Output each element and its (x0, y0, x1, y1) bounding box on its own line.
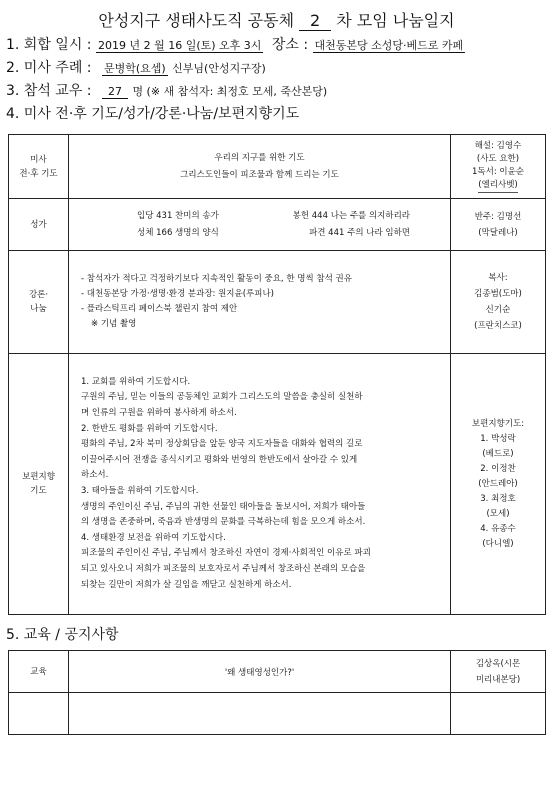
universal-prayer-line: 3. 태아들을 위하여 기도합시다. (81, 486, 199, 496)
participants-line (6, 80, 327, 100)
readers-label: 보편지향기도: (471, 418, 525, 429)
homily-content (69, 251, 451, 354)
liturgy-table (8, 134, 546, 615)
reader-entry: 1. 박성락 (480, 433, 516, 444)
universal-prayer-label (9, 354, 69, 615)
prayer-line: 그리스도인들이 피조물과 함께 드리는 기도 (180, 169, 339, 180)
hymn-accompanist (451, 199, 546, 251)
participants-count: 27 (102, 85, 128, 99)
date-value: 2019 년 2 월 16 일(토) 오후 3시 (97, 39, 262, 52)
speaker-line: 김상옥(시몬 (475, 658, 521, 669)
prayer-roles (451, 135, 546, 199)
universal-prayer-line: 며 인류의 구원을 위하여 봉사하게 하소서. (81, 408, 237, 419)
celebrant-title: 신부님(안성지구장) (172, 62, 266, 75)
prayer-line: 우리의 지구를 위한 기도 (214, 152, 305, 163)
hymn-line (137, 225, 410, 242)
recessional-hymn: 파견 441 주의 나라 임하면 (309, 227, 410, 238)
universal-prayer-line: 의 생명을 존중하며, 죽음과 반생명의 문화를 극복하는데 힘을 모으게 하소서. (81, 517, 366, 528)
reader-entry: (베드로) (482, 448, 514, 459)
universal-prayer-readers (451, 354, 546, 615)
accompanist: 반주: 김명선 (474, 211, 522, 222)
celebrant-line (6, 57, 266, 77)
homily-row (9, 251, 546, 354)
homily-item: - 참석자가 적다고 걱정하기보다 지속적인 활동이 중요, 한 명씩 참석 권유 (81, 274, 352, 284)
prayer-label-line: 미사 (30, 154, 47, 165)
homily-item: - 플라스틱프리 페이스북 챌린지 참여 제안 (81, 304, 238, 314)
hymn-label: 성가 (9, 199, 69, 251)
offertory-hymn: 봉헌 444 나는 주를 의지하리라 (292, 210, 410, 221)
education-row (9, 651, 546, 693)
meeting-date-line (6, 34, 465, 54)
notice-content-cell (69, 693, 451, 735)
commentator: 해설: 김영수 (474, 141, 522, 151)
reader-entry: (안드레아) (478, 478, 518, 489)
universal-prayer-line: 되찾는 길만이 저희가 살 길임을 깨닫고 실천하게 하소서. (81, 579, 292, 590)
participants-note: 명 (※ 새 참석자: 최정호 모세, 죽산본당) (132, 85, 328, 98)
participants-label: 3. 참석 교우 : (6, 83, 92, 99)
notice-row (9, 693, 546, 735)
entrance-hymn: 입당 431 찬미의 송가 (137, 210, 219, 221)
section-5-heading: 5. 교육 / 공지사항 (6, 627, 119, 643)
universal-prayer-line: 1. 교회를 위하여 기도합시다. (81, 376, 191, 387)
notice-right-cell (451, 693, 546, 735)
education-topic: '왜 생태영성인가?' (69, 651, 451, 693)
universal-prayer-line: 4. 생태환경 보전을 위하여 기도합시다. (81, 532, 226, 543)
commentator-name: (사도 요한) (476, 154, 520, 164)
reader-name: (엘리사벳) (478, 179, 517, 193)
reader-entry: 4. 유종수 (480, 523, 516, 534)
homily-item: - 대천동본당 가정·생명·환경 분과장: 원지윤(루피나) (81, 289, 274, 299)
universal-prayer-line: 평화의 주님, 2차 북미 정상회담을 앞둔 양국 지도자들을 대화와 협력의 길로 (81, 439, 363, 450)
server-name: (프란치스코) (474, 321, 522, 331)
document-title (0, 8, 553, 31)
server-name: 김종범(도마) (474, 289, 522, 299)
universal-prayer-content (69, 354, 451, 615)
universal-prayer-line: 구원의 주님, 믿는 이들의 공동체인 교회가 그리스도의 말씀을 충실히 실천하 (81, 392, 363, 403)
homily-item: ※ 기념 촬영 (91, 319, 137, 329)
homily-label-line: 강론· (28, 290, 49, 300)
celebrant-label: 2. 미사 주례 : (6, 60, 92, 76)
universal-label-line: 기도 (30, 486, 47, 496)
notice-label-cell (9, 693, 69, 735)
education-table (8, 650, 546, 735)
homily-servers (451, 251, 546, 354)
server-name: 신기순 (485, 305, 511, 315)
universal-prayer-line: 되고 있사오니 저희가 피조물의 보호자로서 주님께서 창조하신 본래의 모습을 (81, 563, 366, 574)
date-label: 1. 회합 일시 : (6, 37, 92, 53)
reader-entry: (다니엘) (482, 538, 514, 549)
reader: 1독서: 이윤순 (471, 167, 525, 177)
reader-entry: 3. 최정호 (480, 493, 516, 504)
prayer-content (69, 135, 451, 199)
education-speaker (451, 651, 546, 693)
place-value: 대천동본당 소성당·베드로 카페 (314, 39, 464, 52)
hymn-line (137, 208, 410, 225)
communion-hymn: 성체 166 생명의 양식 (137, 227, 219, 238)
hymn-row (9, 199, 546, 251)
prayer-label (9, 135, 69, 199)
prayer-row (9, 135, 546, 199)
accompanist-name: (막달레나) (478, 227, 518, 238)
reader-entry: (모세) (486, 508, 510, 519)
place-label: 장소 : (271, 37, 309, 53)
section-4-heading: 4. 미사 전·후 기도/성가/강론·나눔/보편지향기도 (6, 106, 300, 122)
celebrant-name: 문병학(요셉) (103, 62, 166, 75)
universal-prayer-line: 2. 한반도 평화를 위하여 기도합시다. (81, 423, 218, 434)
universal-prayer-line: 생명의 주인이신 주님, 주님의 귀한 선물인 태아들을 돌보시어, 저희가 태아들 (81, 501, 366, 512)
universal-label-line: 보편지향 (22, 472, 55, 482)
reader-entry: 2. 이정찬 (480, 463, 516, 474)
prayer-label-line: 전·후 기도 (19, 168, 58, 179)
servers-label: 복사: (488, 273, 508, 283)
education-label: 교육 (9, 651, 69, 693)
homily-label-line: 나눔 (30, 304, 47, 314)
title-prefix: 안성지구 생태사도직 공동체 (98, 11, 295, 30)
hymn-content (69, 199, 451, 251)
meeting-number: 2 (299, 11, 331, 31)
universal-prayer-line: 이끌어주시어 전쟁을 종식시키고 평화와 번영의 한반도에서 살아갈 수 있게 (81, 454, 358, 465)
title-suffix: 차 모임 나눔일지 (336, 11, 455, 30)
speaker-line: 미리내본당) (475, 674, 521, 685)
universal-prayer-line: 하소서. (81, 470, 109, 481)
homily-label (9, 251, 69, 354)
universal-prayer-line: 피조물의 주인이신 주님, 주님께서 창조하신 자연이 경제·사회적인 이유로 파괴 (81, 548, 371, 559)
universal-prayer-row (9, 354, 546, 615)
